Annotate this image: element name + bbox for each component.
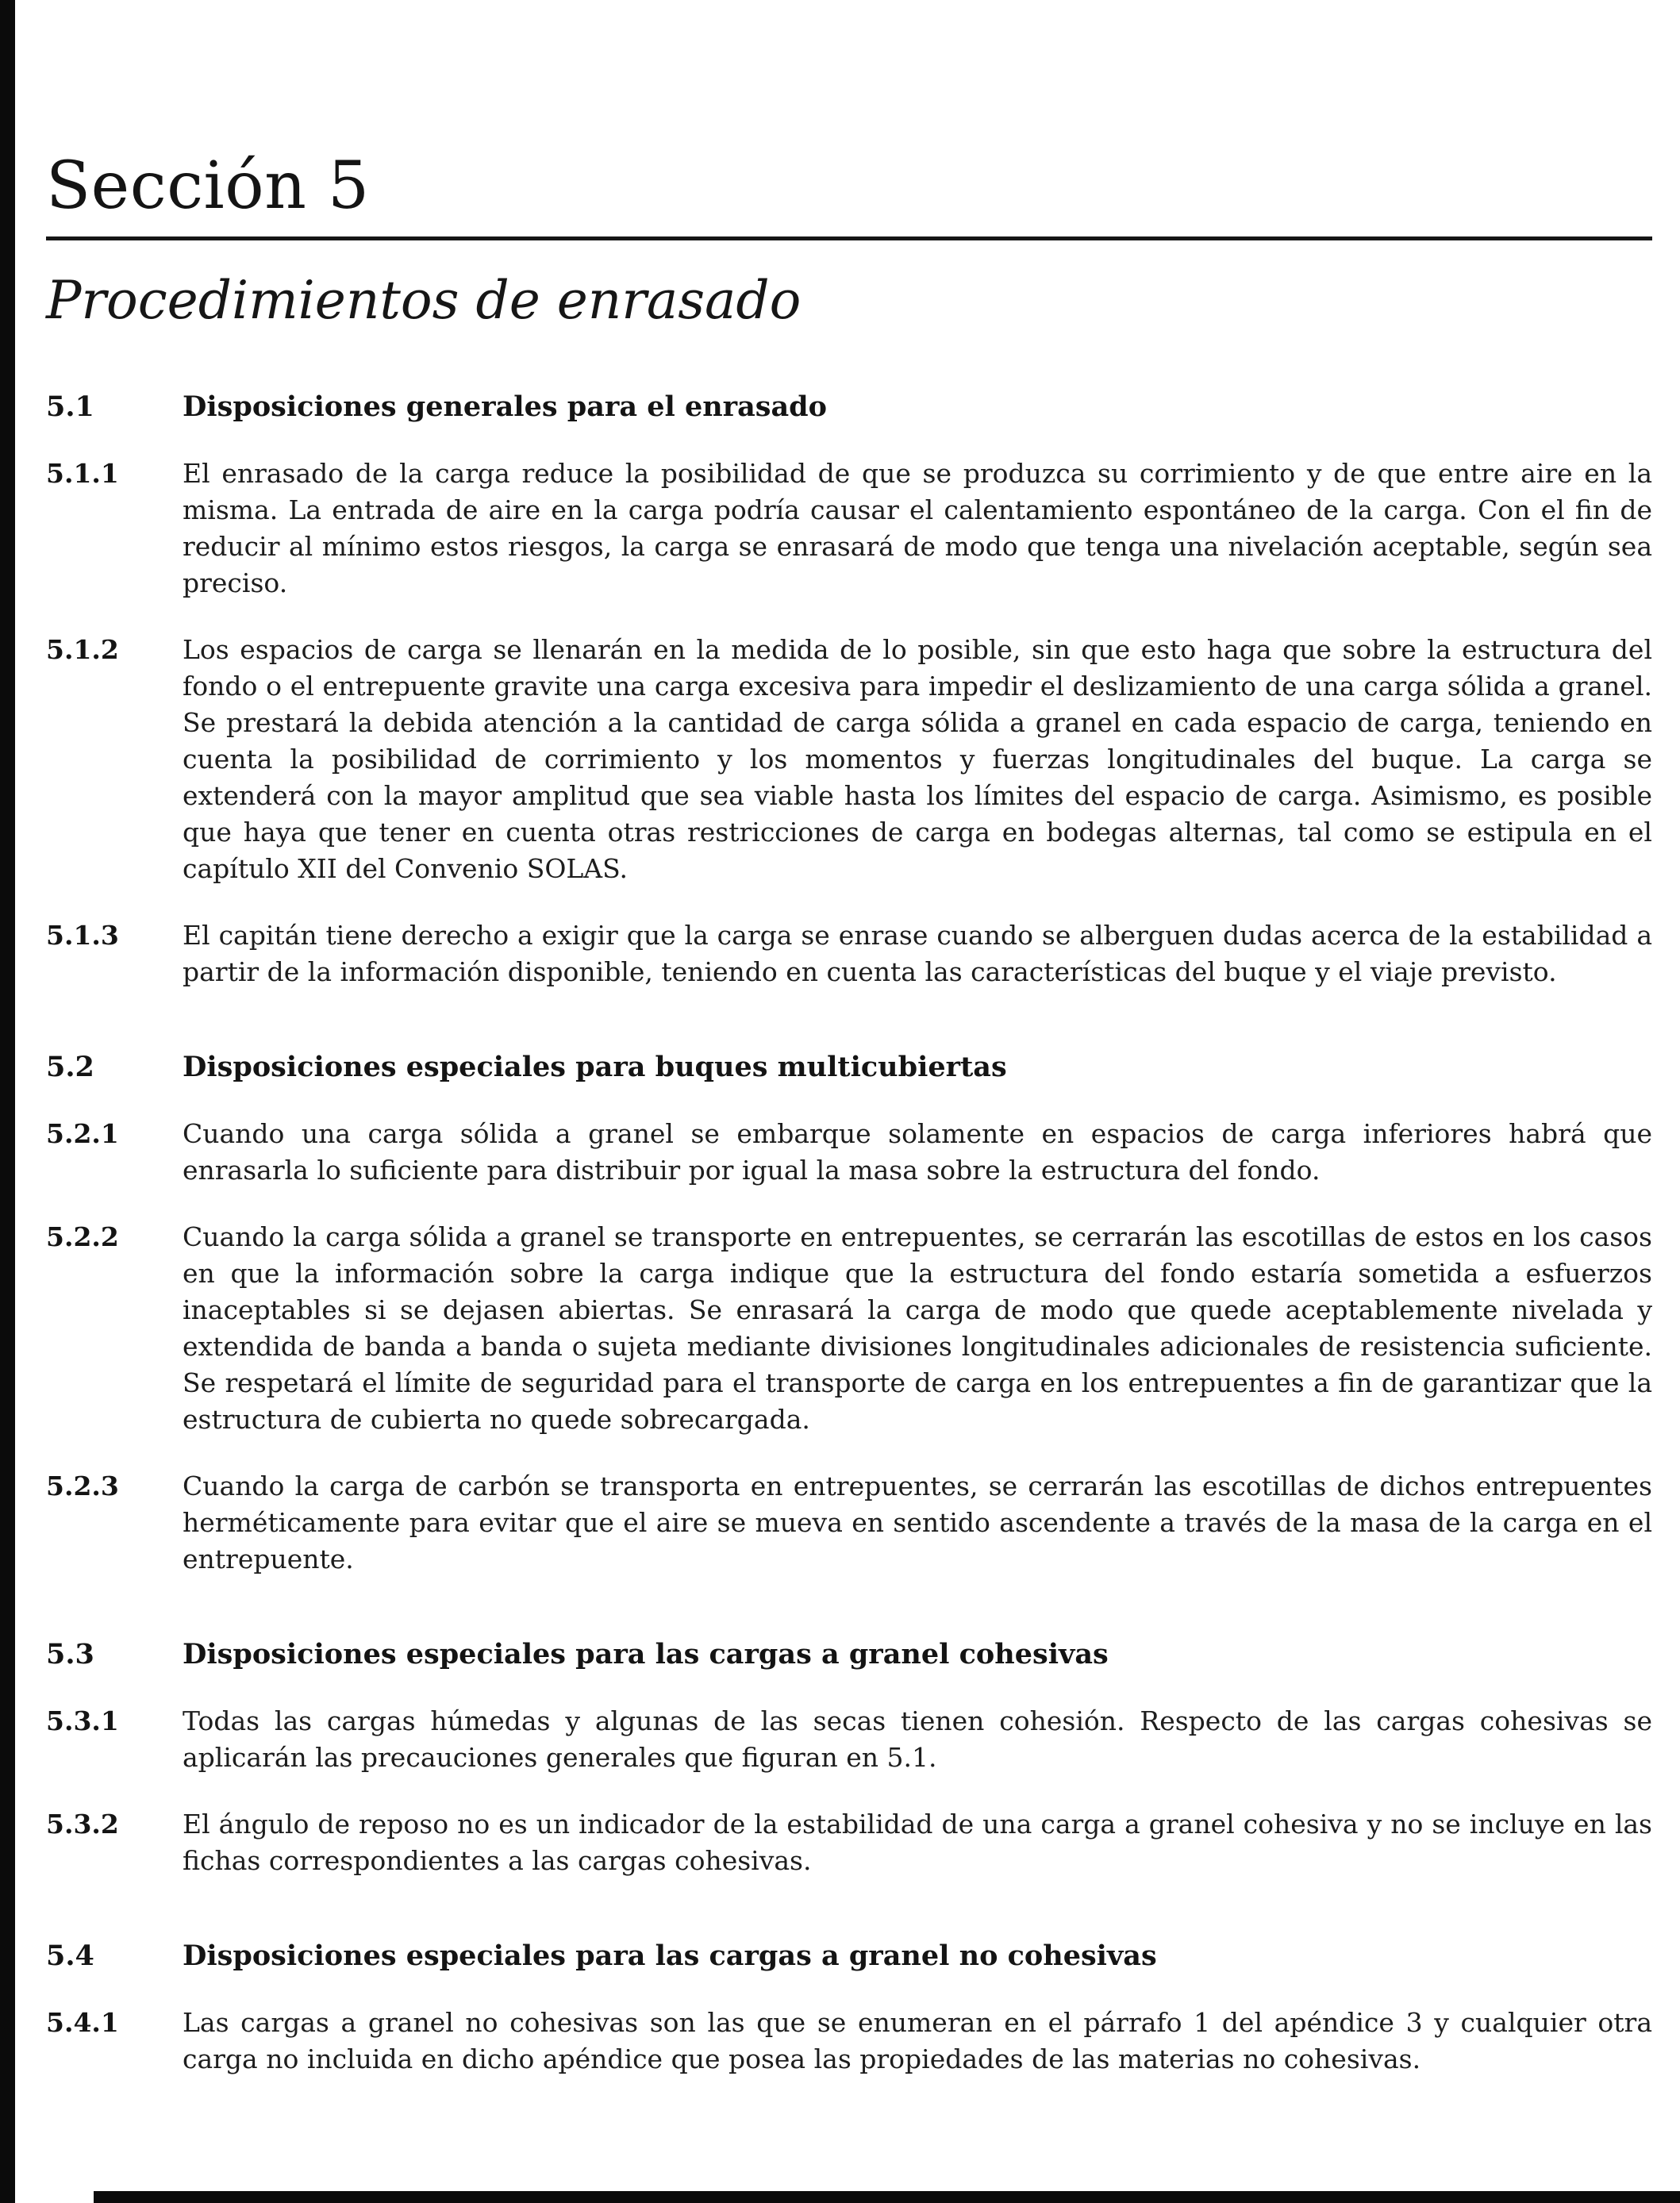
paragraph-number: 5.1.1 — [46, 457, 119, 489]
chapter-rule — [46, 236, 1652, 240]
section-heading — [46, 1938, 1652, 1974]
paragraph — [46, 1116, 1652, 1189]
paragraph — [46, 1219, 1652, 1438]
paragraph-text: El enrasado de la carga reduce la posibilidad de que se produzca su corrimiento y de que entre aire en la misma. La entrada de aire en la carga podría causar el calentamiento espontáneo de la carga. Con el fin de reducir al mínimo estos riesgos, la carga se enrasará de modo que tenga una nivelación aceptable, según sea preciso. — [183, 457, 1652, 598]
section-heading — [46, 1636, 1652, 1673]
paragraph-text: Cuando la carga de carbón se transporta en entrepuentes, se cerrarán las escotillas de dichos entrepuentes herméticamente para evitar que el aire se mueva en sentido ascendente a través de la masa de la carga en el entrepuente. — [183, 1470, 1652, 1574]
scan-edge-left — [0, 0, 15, 2203]
paragraph-text: El capitán tiene derecho a exigir que la carga se enrase cuando se alberguen dudas acerca de la estabilidad a partir de la información disponible, teniendo en cuenta las características del buque y el viaje previsto. — [183, 919, 1652, 987]
paragraph-number: 5.1.2 — [46, 633, 119, 665]
section-number: 5.3 — [46, 1637, 94, 1671]
chapter-title: Procedimientos de enrasado — [46, 270, 802, 332]
paragraph-number: 5.2.1 — [46, 1117, 119, 1149]
paragraph-number: 5.2.2 — [46, 1221, 119, 1252]
section-title: Disposiciones especiales para las cargas a granel cohesivas — [183, 1637, 1109, 1671]
paragraph-text: Las cargas a granel no cohesivas son las que se enumeran en el párrafo 1 del apéndice 3 y cualquier otra carga no incluida en dicho apéndice que posea las propiedades de las materias no cohesivas. — [183, 2006, 1652, 2074]
section-number: 5.1 — [46, 390, 94, 423]
section-number: 5.4 — [46, 1939, 94, 1972]
paragraph-text: Todas las cargas húmedas y algunas de las secas tienen cohesión. Respecto de las cargas cohesivas se aplicarán las precauciones generales que figuran en 5.1. — [183, 1705, 1652, 1773]
scan-edge-bottom — [94, 2191, 1680, 2203]
paragraph-number: 5.3.2 — [46, 1808, 119, 1840]
paragraph — [46, 1703, 1652, 1776]
paragraph-number: 5.1.3 — [46, 919, 119, 951]
paragraph-text: Los espacios de carga se llenarán en la medida de lo posible, sin que esto haga que sobre la estructura del fondo o el entrepuente gravite una carga excesiva para impedir el deslizamiento de una carga sólida a granel. Se prestará la debida atención a la cantidad de carga sólida a granel en cada espacio de carga, teniendo en cuenta la posibilidad de corrimiento y los momentos y fuerzas longitudinales del buque. La carga se extenderá con la mayor amplitud que sea viable hasta los límites del espacio de carga. Asimismo, es posible que haya que tener en cuenta otras restricciones de carga en bodegas alternas, tal como se estipula en el capítulo XII del Convenio SOLAS. — [183, 633, 1652, 884]
paragraph-text: Cuando una carga sólida a granel se embarque solamente en espacios de carga inferiores habrá que enrasarla lo suficiente para distribuir por igual la masa sobre la estructura del fondo. — [183, 1117, 1652, 1186]
section-heading — [46, 1049, 1652, 1086]
paragraph-text: El ángulo de reposo no es un indicador de la estabilidad de una carga a granel cohesiva y no se incluye en las fichas correspondientes a las cargas cohesivas. — [183, 1808, 1652, 1876]
paragraph-number: 5.3.1 — [46, 1705, 119, 1736]
paragraph — [46, 917, 1652, 990]
paragraph-number: 5.2.3 — [46, 1470, 119, 1501]
chapter-label: Sección 5 — [46, 148, 370, 224]
paragraph — [46, 632, 1652, 887]
paragraph — [46, 1806, 1652, 1879]
page-content — [46, 0, 1652, 2078]
section-number: 5.2 — [46, 1050, 94, 1083]
section-title: Disposiciones especiales para las cargas a granel no cohesivas — [183, 1939, 1157, 1972]
paragraph — [46, 1468, 1652, 1578]
section-heading — [46, 389, 1652, 425]
section-title: Disposiciones especiales para buques multicubiertas — [183, 1050, 1007, 1083]
section-title: Disposiciones generales para el enrasado — [183, 390, 827, 423]
paragraph — [46, 2005, 1652, 2078]
paragraph — [46, 456, 1652, 602]
paragraph-number: 5.4.1 — [46, 2006, 119, 2038]
paragraph-text: Cuando la carga sólida a granel se transporte en entrepuentes, se cerrarán las escotillas de estos en los casos en que la información sobre la carga indique que la estructura del fondo estaría sometida a esfuerzos inaceptables si se dejasen abiertas. Se enrasará la carga de modo que quede aceptablemente nivelada y extendida de banda a banda o sujeta mediante divisiones longitudinales adicionales de resistencia suficiente. Se respetará el límite de seguridad para el transporte de carga en los entrepuentes a fin de garantizar que la estructura de cubierta no quede sobrecargada. — [183, 1221, 1652, 1435]
